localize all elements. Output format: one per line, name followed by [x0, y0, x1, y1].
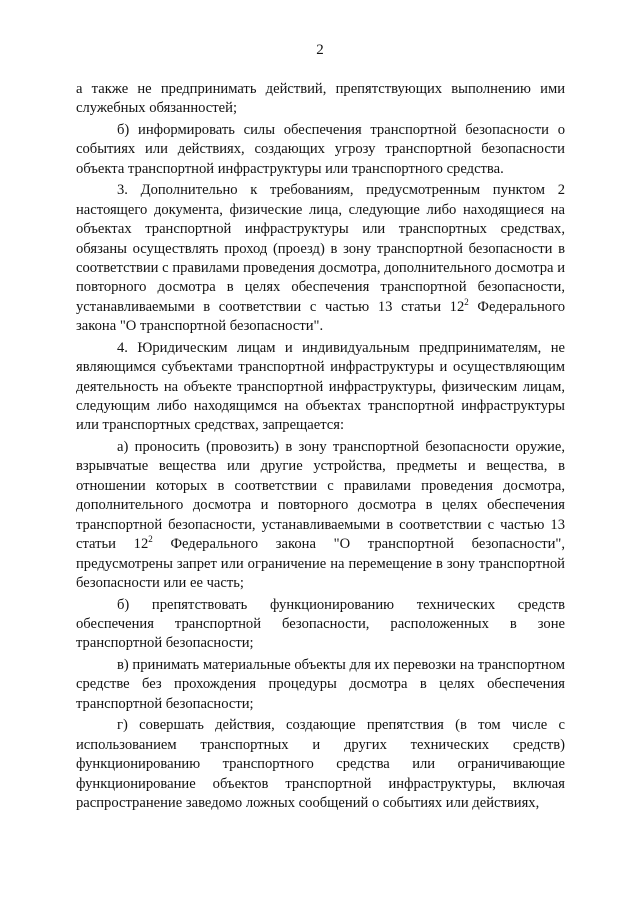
paragraph-item-g-actions: г) совершать действия, создающие препятствия (в том числе с использованием транспортных и других технических средств) функционированию транспортного средства или ограничивающие функционирование объектов транспортной инфраструктуры, включая распространение заведомо ложных сообщений о событиях или действиях, — [76, 717, 565, 811]
document-body — [76, 80, 565, 816]
item-a-text: а) проносить (провозить) в зону транспортной безопасности оружие, взрывчатые вещества или другие устройства, предметы и вещества, в отношении которых в соответствии с правилами проведения досмотра, дополнительного досмотра и повторного досмотра в целях обеспечения транспортной безопасности, устанавливаемыми в соответствии с частью 13 статьи 12 — [76, 439, 565, 553]
paragraph-continuation: а также не предпринимать действий, препятствующих выполнению ими служебных обязанностей; — [76, 81, 565, 117]
page-number: 2 — [316, 42, 324, 58]
item-a-text-end: Федерального закона "О транспортной безопасности", предусмотрены запрет или ограничение на перемещение в зону транспортной безопасности или ее часть; — [76, 536, 565, 591]
paragraph-item-b-inform: б) информировать силы обеспечения транспортной безопасности о событиях или действиях, создающих угрозу транспортной безопасности объекта транспортной инфраструктуры или транспортного средства. — [76, 122, 565, 177]
paragraph-item-a-weapons — [76, 438, 565, 593]
superscript-article-index: 2 — [148, 534, 153, 545]
superscript-article-index: 2 — [464, 296, 469, 307]
paragraph-clause-3 — [76, 181, 565, 336]
paragraph-item-v-accept: в) принимать материальные объекты для их перевозки на транспортном средстве без прохождения процедуры досмотра в целях обеспечения транспортной безопасности; — [76, 656, 565, 712]
paragraph-clause-4: 4. Юридическим лицам и индивидуальным предпринимателям, не являющимся субъектами транспортной инфраструктуры и осуществляющим деятельность на объекте транспортной инфраструктуры, физическим лицам, следующим либо находящимся на объектах транспортной инфраструктуры или транспортных средствах, запрещается: — [76, 339, 565, 434]
clause-3-text: 3. Дополнительно к требованиям, предусмотренным пунктом 2 настоящего документа, физические лица, следующие либо находящиеся на объектах транспортной инфраструктуры или транспортных средствах, обязаны осуществлять проход (проезд) в зону транспортной безопасности в соответствии с правилами проведения досмотра, дополнительного досмотра и повторного досмотра в целях обеспечения транспортной безопасности, устанавливаемыми в соответствии с частью 13 статьи 12 — [76, 182, 565, 315]
clause-3-text-end: Федерального закона "О транспортной безопасности". — [76, 298, 565, 335]
paragraph-item-b-obstruct: б) препятствовать функционированию технических средств обеспечения транспортной безопасности, расположенных в зоне транспортной безопасности; — [76, 596, 565, 652]
